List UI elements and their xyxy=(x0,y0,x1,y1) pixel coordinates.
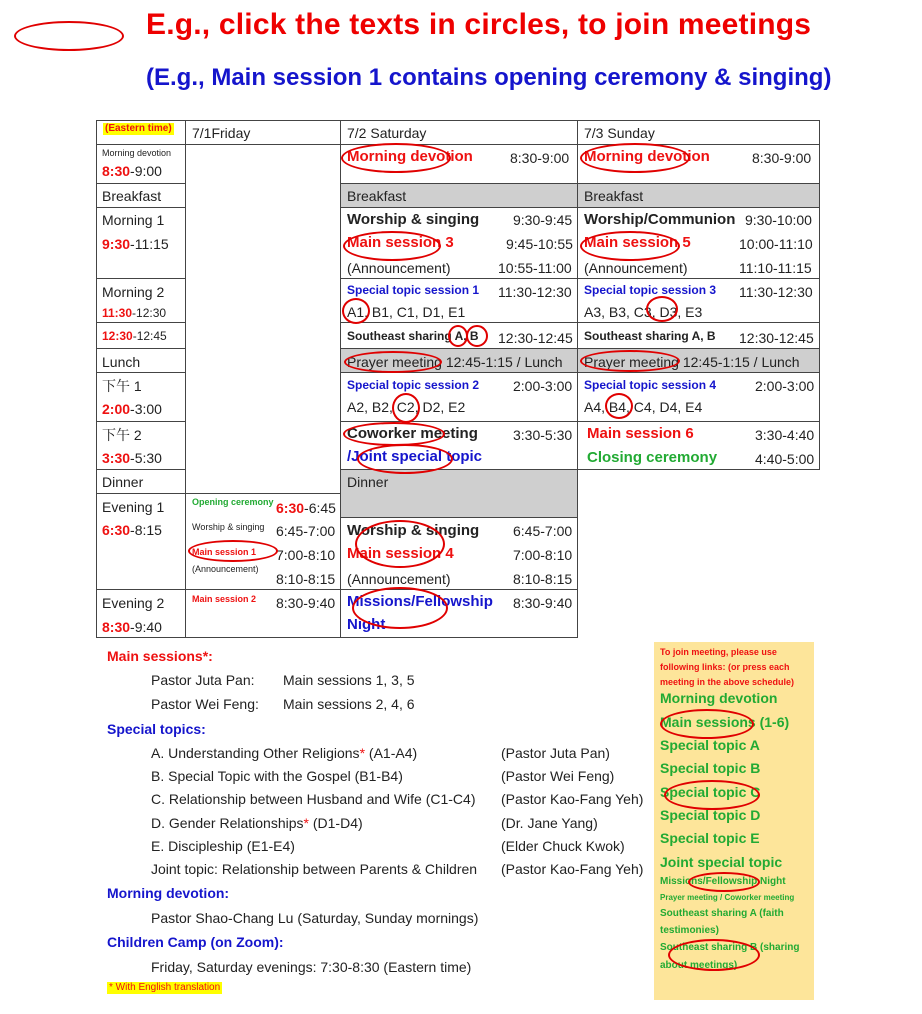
sunday-main6-time: 3:30-4:40 xyxy=(755,427,815,443)
row-label: 下午 1 xyxy=(102,378,142,394)
sunday-topic3-time: 11:30-12:30 xyxy=(739,284,813,300)
saturday-topic1-time: 11:30-12:30 xyxy=(498,284,572,300)
highlight-circle-icon xyxy=(580,143,690,173)
sunday-main5-time: 10:00-11:10 xyxy=(739,236,813,252)
saturday-dinner: Dinner xyxy=(347,474,389,490)
saturday-coworker-link[interactable]: Coworker meeting xyxy=(347,425,478,442)
link-special-topic-d[interactable]: Special topic D xyxy=(660,807,761,823)
link-main-sessions[interactable]: Main sessions (1-6) xyxy=(660,714,790,730)
sunday-sea-label: Southeast sharing A, B xyxy=(584,329,716,343)
topic-c: C. Relationship between Husband and Wife (C1-C4) xyxy=(151,791,476,807)
highlight-circle-icon xyxy=(580,350,680,372)
highlight-circle-icon xyxy=(352,587,448,629)
friday-worship-time: 6:45-7:00 xyxy=(276,523,336,539)
special-topics-heading: Special topics: xyxy=(107,721,206,737)
sunday-sea-time: 12:30-12:45 xyxy=(739,330,814,346)
saturday-breakfast: Breakfast xyxy=(347,188,407,204)
link-special-topic-b[interactable]: Special topic B xyxy=(660,760,761,776)
pastor-juta-sessions: Main sessions 1, 3, 5 xyxy=(283,672,415,688)
friday-opening-label: Opening ceremony xyxy=(192,497,274,507)
links-intro xyxy=(660,645,794,690)
topic-joint: Joint topic: Relationship between Parents & Children xyxy=(151,861,478,877)
link-southeast-a-2[interactable]: testimonies) xyxy=(660,925,719,936)
saturday-announce-label: (Announcement) xyxy=(347,260,451,276)
pastor-wei-sessions: Main sessions 2, 4, 6 xyxy=(283,696,415,712)
row-time: 2:00-3:00 xyxy=(102,401,162,417)
sunday-devotion-time: 8:30-9:00 xyxy=(752,150,812,166)
highlight-circle-icon xyxy=(580,231,680,261)
topic-joint-speaker: (Pastor Kao-Fang Yeh) xyxy=(501,861,644,877)
friday-main1-link[interactable]: Main session 1 xyxy=(192,547,257,557)
highlight-circle-icon xyxy=(466,325,488,347)
highlight-circle-icon xyxy=(664,780,760,810)
sunday-closing-time: 4:40-5:00 xyxy=(755,451,815,467)
saturday-sea-link[interactable]: Southeast sharing A, B xyxy=(347,329,479,343)
day-header-friday: 7/1Friday xyxy=(192,125,251,141)
saturday-main4-link[interactable]: Main session 4 xyxy=(347,545,454,562)
friday-main1-time: 7:00-8:10 xyxy=(276,547,336,563)
highlight-circle-icon xyxy=(344,351,442,373)
saturday-missions-link-2[interactable]: Night xyxy=(347,616,386,633)
row-label: Lunch xyxy=(102,354,141,370)
pastor-wei-name: Pastor Wei Feng: xyxy=(151,696,259,712)
links-intro-line: meeting in the above schedule) xyxy=(660,677,795,687)
highlight-circle-icon xyxy=(448,325,468,347)
row-time: 8:30-9:00 xyxy=(102,163,162,179)
highlight-circle-icon xyxy=(343,231,441,261)
highlight-circle-icon xyxy=(660,709,754,739)
saturday-prayer[interactable]: Prayer meeting 12:45-1:15 / Lunch xyxy=(347,354,563,370)
highlight-circle-icon xyxy=(341,143,451,173)
saturday-worship2-label: Worship & singing xyxy=(347,522,480,539)
highlight-circle-icon xyxy=(605,393,633,419)
saturday-topic2-list[interactable]: A2, B2, C2, D2, E2 xyxy=(347,399,466,415)
row-time: 9:30-11:15 xyxy=(102,236,169,252)
topic-c-speaker: (Pastor Kao-Fang Yeh) xyxy=(501,791,644,807)
children-camp-heading: Children Camp (on Zoom): xyxy=(107,934,284,950)
friday-day-block xyxy=(185,144,341,494)
topic-a-speaker: (Pastor Juta Pan) xyxy=(501,745,610,761)
sunday-topic3-list[interactable]: A3, B3, C3, D3, E3 xyxy=(584,304,703,320)
saturday-main3-link[interactable]: Main session 3 xyxy=(347,234,454,251)
saturday-announce2-label: (Announcement) xyxy=(347,571,451,587)
header-title: E.g., click the texts in circles, to join meetings xyxy=(146,8,812,41)
highlight-circle-icon xyxy=(357,444,453,474)
highlight-circle-icon xyxy=(343,422,445,446)
row-label: Morning devotion xyxy=(102,148,172,158)
saturday-missions-link[interactable]: Missions/Fellowship xyxy=(347,593,493,610)
saturday-worship2-time: 6:45-7:00 xyxy=(513,523,573,539)
link-southeast-b-2[interactable]: about meetings) xyxy=(660,960,738,971)
eastern-time-badge: (Eastern time) xyxy=(105,123,172,134)
row-time: 8:30-9:40 xyxy=(102,619,162,635)
highlight-circle-icon xyxy=(668,939,760,971)
saturday-sea-time: 12:30-12:45 xyxy=(498,330,573,346)
sunday-topic4-time: 2:00-3:00 xyxy=(755,378,815,394)
saturday-topic1-list[interactable]: A1, B1, C1, D1, E1 xyxy=(347,304,466,320)
row-label: Evening 2 xyxy=(102,595,165,611)
row-time: 11:30-12:30 xyxy=(102,306,167,320)
links-intro-line: To join meeting, please use xyxy=(660,647,777,657)
links-intro-line: following links: (or press each xyxy=(660,662,790,672)
link-special-topic-c[interactable]: Special topic C xyxy=(660,784,761,800)
highlight-circle-icon xyxy=(342,298,370,324)
saturday-worship-label: Worship & singing xyxy=(347,211,480,228)
sunday-breakfast: Breakfast xyxy=(584,188,644,204)
sunday-main5-link[interactable]: Main session 5 xyxy=(584,234,691,251)
link-morning-devotion[interactable]: Morning devotion xyxy=(660,690,778,706)
pastor-juta-name: Pastor Juta Pan: xyxy=(151,672,255,688)
link-special-topic-e[interactable]: Special topic E xyxy=(660,830,760,846)
saturday-announce2-time: 8:10-8:15 xyxy=(513,571,573,587)
saturday-topic2-time: 2:00-3:00 xyxy=(513,378,573,394)
topic-e: E. Discipleship (E1-E4) xyxy=(151,838,295,854)
friday-opening-time: 6:30-6:45 xyxy=(276,500,336,516)
row-time: 12:30-12:45 xyxy=(102,329,167,343)
header-subtitle: (E.g., Main session 1 contains opening ceremony & singing) xyxy=(146,64,832,91)
highlight-circle-icon xyxy=(688,872,760,892)
translation-footnote: * With English translation xyxy=(109,982,221,993)
link-southeast-a[interactable]: Southeast sharing A (faith xyxy=(660,908,784,919)
row-label: Dinner xyxy=(102,474,144,490)
day-header-saturday: 7/2 Saturday xyxy=(347,125,427,141)
morning-devotion-heading: Morning devotion: xyxy=(107,885,230,901)
highlight-circle-icon xyxy=(188,540,278,562)
friday-announce-time: 8:10-8:15 xyxy=(276,571,336,587)
children-camp-text: Friday, Saturday evenings: 7:30-8:30 (Eastern time) xyxy=(151,959,472,975)
friday-main2-time: 8:30-9:40 xyxy=(276,595,336,611)
saturday-devotion-time: 8:30-9:00 xyxy=(510,150,570,166)
sunday-announce-time: 11:10-11:15 xyxy=(739,260,812,276)
row-time: 6:30-8:15 xyxy=(102,522,162,538)
saturday-announce-time: 10:55-11:00 xyxy=(498,260,572,276)
saturday-topic1-label: Special topic session 1 xyxy=(347,283,480,297)
friday-main2-label: Main session 2 xyxy=(192,594,257,604)
highlight-circle-icon xyxy=(646,296,678,322)
sunday-worship-label: Worship/Communion xyxy=(584,211,736,228)
link-prayer-coworker[interactable]: Prayer meeting / Coworker meeting xyxy=(660,893,795,902)
sunday-worship-time: 9:30-10:00 xyxy=(745,212,812,228)
friday-announce-label: (Announcement) xyxy=(192,564,259,574)
link-joint-special-topic[interactable]: Joint special topic xyxy=(660,854,783,870)
topic-b-speaker: (Pastor Wei Feng) xyxy=(501,768,615,784)
sunday-devotion-link[interactable]: Morning devotion xyxy=(584,148,710,165)
topic-e-speaker: (Elder Chuck Kwok) xyxy=(501,838,625,854)
saturday-devotion-link[interactable]: Morning devotion xyxy=(347,148,473,165)
row-time: 3:30-5:30 xyxy=(102,450,162,466)
saturday-coworker-time: 3:30-5:30 xyxy=(513,427,573,443)
morning-devotion-text: Pastor Shao-Chang Lu (Saturday, Sunday mornings) xyxy=(151,910,479,926)
saturday-topic2-label: Special topic session 2 xyxy=(347,378,480,392)
sunday-main6-label: Main session 6 xyxy=(587,425,694,442)
highlight-circle-icon xyxy=(392,393,420,423)
sunday-closing-label: Closing ceremony xyxy=(587,449,718,466)
sunday-prayer[interactable]: Prayer meeting 12:45-1:15 / Lunch xyxy=(584,354,800,370)
row-label: Evening 1 xyxy=(102,499,165,515)
link-missions-fellowship[interactable]: Missions/Fellowship Night xyxy=(660,876,786,887)
link-southeast-b[interactable]: Southeast sharing B (sharing xyxy=(660,942,800,953)
row-label: Breakfast xyxy=(102,188,162,204)
saturday-missions-time: 8:30-9:40 xyxy=(513,595,573,611)
topic-a: A. Understanding Other Religions* (A1-A4) xyxy=(151,745,418,761)
sunday-announce-label: (Announcement) xyxy=(584,260,688,276)
saturday-main4-time: 7:00-8:10 xyxy=(513,547,573,563)
topic-d-speaker: (Dr. Jane Yang) xyxy=(501,815,598,831)
day-header-sunday: 7/3 Sunday xyxy=(584,125,655,141)
row-label: Morning 2 xyxy=(102,284,165,300)
main-sessions-heading: Main sessions*: xyxy=(107,648,213,664)
sunday-topic4-list[interactable]: A4, B4, C4, D4, E4 xyxy=(584,399,703,415)
topic-d: D. Gender Relationships* (D1-D4) xyxy=(151,815,363,831)
sunday-topic4-label: Special topic session 4 xyxy=(584,378,717,392)
sunday-topic3-label: Special topic session 3 xyxy=(584,283,717,297)
friday-worship-label: Worship & singing xyxy=(192,522,265,532)
saturday-worship-time: 9:30-9:45 xyxy=(513,212,573,228)
link-special-topic-a[interactable]: Special topic A xyxy=(660,737,760,753)
row-label: 下午 2 xyxy=(102,427,142,443)
example-circle-icon xyxy=(14,21,124,51)
topic-b: B. Special Topic with the Gospel (B1-B4) xyxy=(151,768,403,784)
row-label: Morning 1 xyxy=(102,212,165,228)
highlight-circle-icon xyxy=(355,520,445,568)
saturday-main3-time: 9:45-10:55 xyxy=(506,236,573,252)
saturday-joint-link[interactable]: /Joint special topic xyxy=(347,448,483,465)
